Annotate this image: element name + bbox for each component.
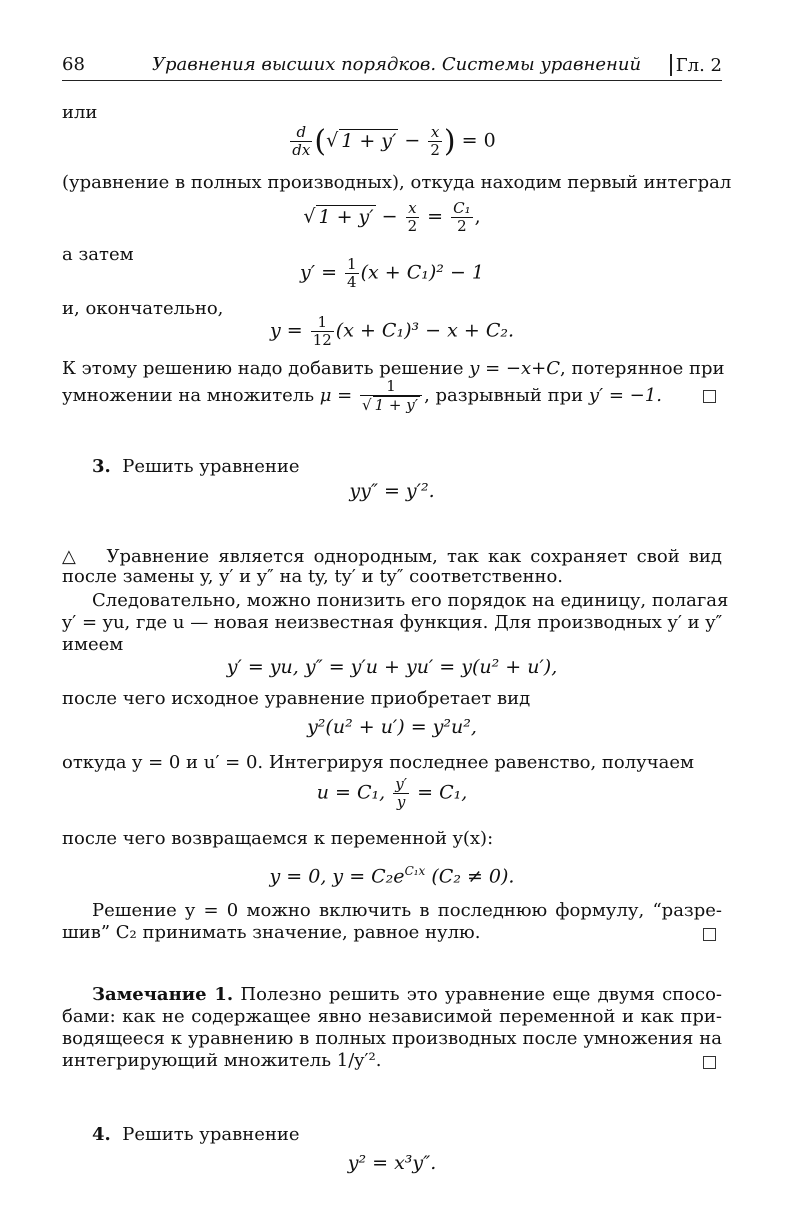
equation-2: √ 1 + y′ − $\frac{x}{2}$ = $\frac{\text{C₁}}{2}$ , (303, 199, 481, 235)
end-of-proof-square (703, 1056, 716, 1069)
problem-3-heading: 3. Решить уравнение (92, 456, 300, 477)
text-line: (уравнение в полных производных), откуда находим первый интеграл (62, 172, 732, 193)
text-line: умножении на множитель μ = $\frac{1}{√ 1 + y'}$ , разрывный при y′ = −1. (62, 378, 722, 414)
derivative-fraction: $\frac{d}{dx}$ (292, 123, 311, 159)
chapter-label (670, 54, 722, 76)
equation-b: y²(u² + u′) = y²u², (307, 716, 477, 738)
text-line: К этому решению надо добавить решение y = −x+C, потерянное при (62, 358, 725, 379)
remark-line: бами: как не содержащее явно независимой переменной и как при- (62, 1006, 722, 1027)
text-line: после замены y, y′ и y″ на ty, ty′ и ty″ соответственно. (62, 566, 564, 587)
one-quarter: $\frac{1}{4}$ (347, 255, 357, 291)
end-of-proof-square (703, 390, 716, 403)
problem-4-heading: 4. Решить уравнение (92, 1124, 300, 1145)
problem-number: 3. (92, 456, 111, 477)
sqrt-body: 1 + y′ (341, 129, 397, 152)
equation-4: y = $\frac{1}{12}$ (x + C₁)³ − x + C₂. (269, 313, 515, 349)
remark-line: водящееся к уравнению в полных производных после умножения на (62, 1028, 722, 1049)
one-twelfth: $\frac{1}{12}$ (312, 313, 332, 349)
running-header (62, 52, 722, 81)
equation-1: $\frac{d}{dx}$ (√ 1 + y′ − $\frac{x}{2}$ ) = 0 (292, 123, 496, 159)
text-line: Решение y = 0 можно включить в последнюю формулу, “разре- (92, 900, 722, 921)
equation-p3: yy″ = y′². (349, 480, 435, 502)
bracket-mark (670, 54, 672, 76)
equation-p4: y² = x³y″. (347, 1152, 437, 1174)
mu-fraction: $\frac{1}{√ 1 + y'}$ (360, 378, 422, 414)
text-line: а затем (62, 244, 134, 265)
text-line: после чего возвращаемся к переменной y(x): (62, 828, 494, 849)
running-title: Уравнения высших порядков. Системы уравнений (152, 54, 642, 75)
text-line: и, окончательно, (62, 298, 224, 319)
x-over-2: $\frac{x}{2}$ (407, 199, 418, 235)
text-line: y′ = yu, где u — новая неизвестная функция. Для производных y′ и y″ (62, 612, 723, 633)
triangle-icon: △ (62, 546, 80, 567)
equation-d: y = 0, $y = C_2e^{C_1x}$ (C₂ ≠ 0). (269, 864, 515, 888)
text-line: шив” C₂ принимать значение, равное нулю. (62, 922, 722, 943)
page-number: 68 (62, 54, 85, 75)
remark-line: интегрирующий множитель 1/y′². (62, 1050, 722, 1071)
text-line: Следовательно, можно понизить его порядок на единицу, полагая (92, 590, 729, 611)
remark-line: Замечание 1. Полезно решить это уравнение еще двумя спосо- (92, 984, 722, 1005)
text-line: откуда y = 0 и u′ = 0. Интегрируя последнее равенство, получаем (62, 752, 695, 773)
paren-open: ( (314, 124, 327, 159)
book-page (62, 52, 732, 1174)
problem-number: 4. (92, 1124, 111, 1145)
equation-3: y′ = $\frac{1}{4}$ (x + C₁)² − 1 (300, 255, 484, 291)
end-of-proof-square (703, 928, 716, 941)
sqrt-body: 1 + y′ (318, 205, 374, 228)
equation-c: u = C₁, $\frac{y'}{y}$ = C₁, (316, 775, 468, 811)
x-over-2: $\frac{x}{2}$ (430, 123, 440, 159)
c1-over-2: $\frac{\text{C₁}}{2}$ (453, 199, 471, 235)
remark-title: Замечание 1. (92, 984, 234, 1005)
text-line: или (62, 102, 98, 123)
dy-over-y: $\frac{y'}{y}$ (395, 775, 408, 811)
text-line: после чего исходное уравнение приобретает вид (62, 688, 531, 709)
equation-a: y′ = yu, y″ = y′u + yu′ = y(u² + u′), (226, 656, 558, 678)
text-line: имеем (62, 634, 124, 655)
chapter-text: Гл. 2 (675, 55, 722, 76)
text-line: △ Уравнение является однородным, так как сохраняет свой вид (62, 546, 722, 567)
